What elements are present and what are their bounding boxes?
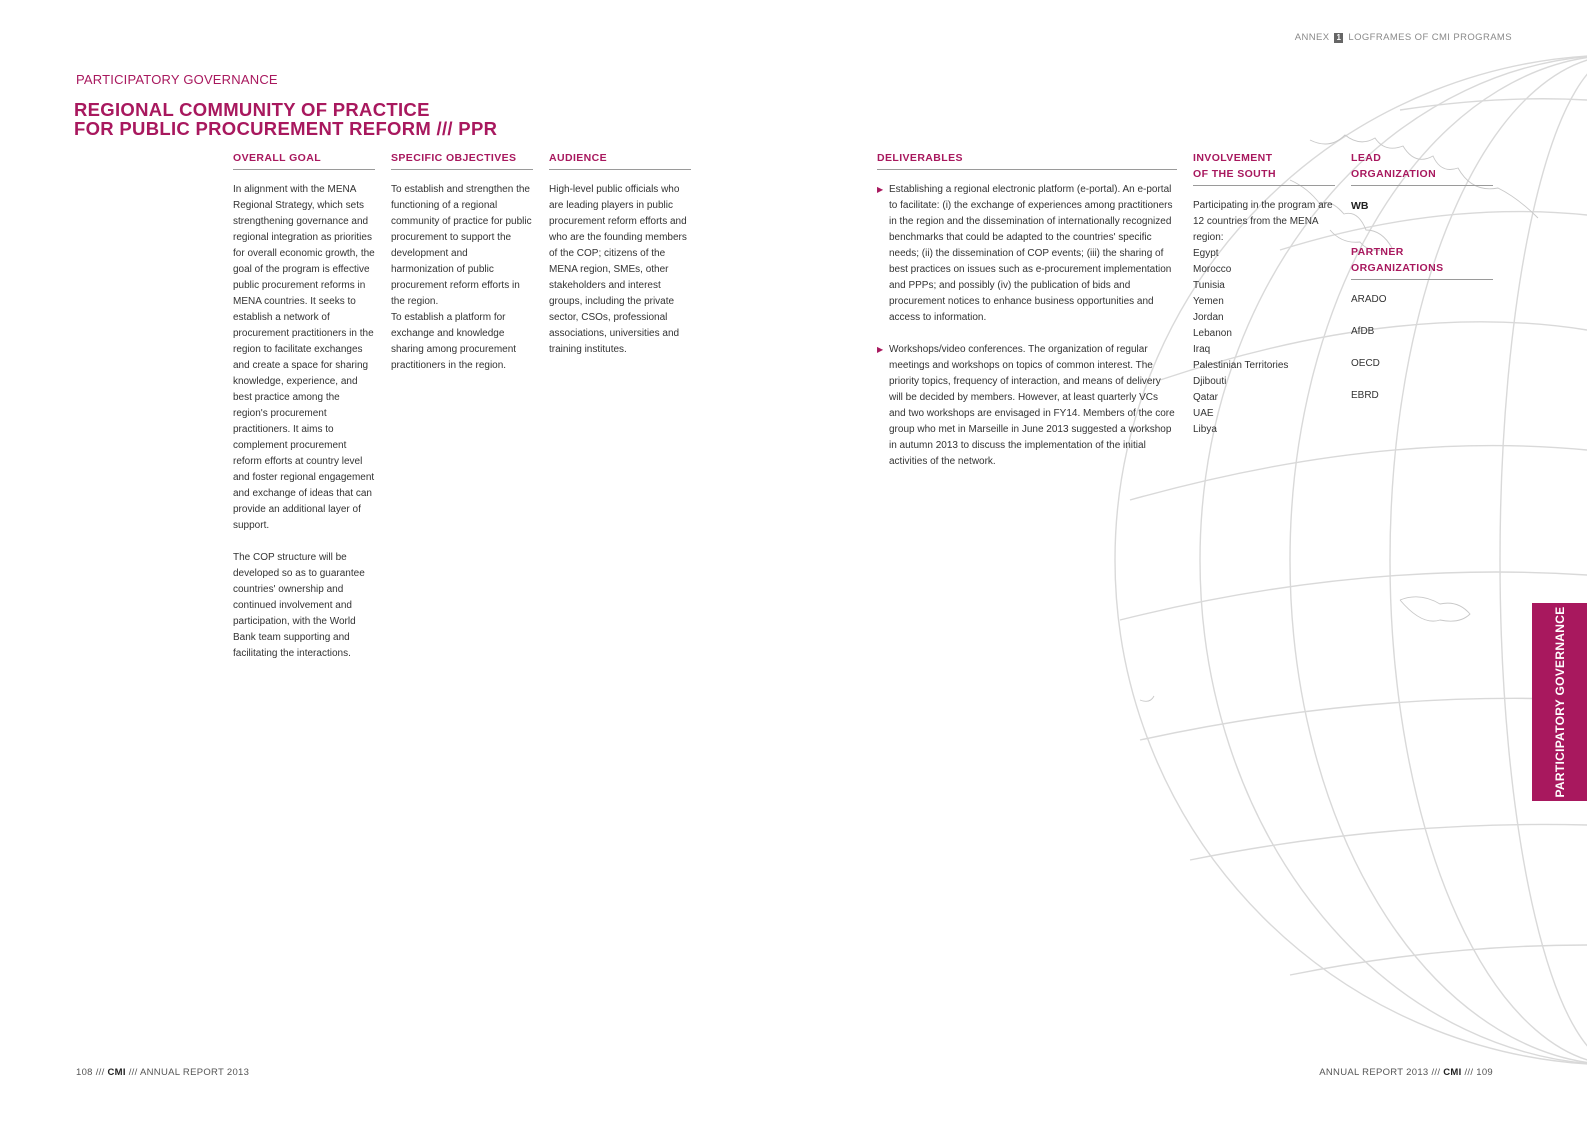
deliverable-text: Workshops/video conferences. The organization of regular meetings and workshops on topics of common interest. The priority topics, frequency of interaction, and means of delivery will be decided by members. However, at least quarterly VCs and two workshops are envisaged in FY14. Members of the core group who met in Marseille in June 2013 suggested a workshop in autumn 2013 to discuss the implementation of the initial activities of the network. bbox=[889, 344, 1175, 467]
title-line-1: REGIONAL COMMUNITY OF PRACTICE bbox=[74, 99, 430, 120]
partner-organizations-list bbox=[1351, 292, 1493, 404]
involvement-body bbox=[1193, 198, 1335, 438]
objective-item: To establish and strengthen the functioning of a regional community of practice for public procurement to support the development and harmonization of public procurement reform efforts in the region. bbox=[391, 184, 532, 307]
country-item: UAE bbox=[1193, 408, 1214, 419]
overall-goal-body bbox=[233, 182, 375, 662]
country-item: Iraq bbox=[1193, 344, 1211, 355]
annex-header bbox=[1290, 32, 1512, 43]
country-item: Morocco bbox=[1193, 264, 1232, 275]
partner-item: OECD bbox=[1351, 358, 1380, 369]
deliverable-text: Establishing a regional electronic platform (e-portal). An e-portal to facilitate: (i) the exchange of experiences among practitioners in the region and the dissemination of internationally recognized benchmarks that could be adapted to the countries' specific needs; (ii) the dissemination of COP events; (iii) the sharing of best practices on issues such as e-procurement implementation and PPPs; and possibly (iv) the publication of bids and procurement notices to enhance business opportunities and access to information. bbox=[889, 184, 1173, 323]
audience-text: High-level public officials who are leading players in public procurement reform efforts and who are the founding members of the COP; citizens of the MENA region, SMEs, other stakeholders and interest groups, including the private sector, CSOs, professional associations, universities and training institutes. bbox=[549, 184, 687, 355]
country-item: Lebanon bbox=[1193, 328, 1232, 339]
side-section-tab bbox=[1532, 603, 1587, 801]
footer-left-text: ANNUAL REPORT 2013 bbox=[139, 1067, 250, 1078]
footer-right-page-number: 109 bbox=[1476, 1067, 1493, 1078]
specific-objectives-column bbox=[391, 150, 533, 374]
annex-title: LOGFRAMES OF CMI PROGRAMS bbox=[1348, 32, 1512, 43]
country-item: Qatar bbox=[1193, 392, 1219, 403]
specific-objectives-body bbox=[391, 182, 533, 374]
footer-left: 108 /// CMI /// ANNUAL REPORT 2013 bbox=[76, 1067, 250, 1078]
country-item: Djibouti bbox=[1193, 376, 1227, 387]
audience-body bbox=[549, 182, 691, 358]
overall-goal-column bbox=[233, 150, 375, 678]
involvement-column bbox=[1193, 150, 1335, 438]
partner-organizations-heading bbox=[1351, 244, 1493, 280]
lead-organization-value: WB bbox=[1351, 200, 1369, 212]
triangle-bullet-icon: ▶ bbox=[877, 185, 884, 194]
side-tab-label: PARTICIPATORY GOVERNANCE bbox=[1552, 606, 1567, 798]
lead-heading-line-2: ORGANIZATION bbox=[1351, 168, 1437, 180]
partner-heading-line-1: PARTNER bbox=[1351, 246, 1404, 258]
footer-right-text: ANNUAL REPORT 2013 bbox=[1319, 1067, 1429, 1078]
deliverable-item bbox=[877, 182, 1177, 326]
lead-organization-body bbox=[1351, 198, 1493, 214]
footer-left-page-number: 108 bbox=[76, 1067, 93, 1078]
annex-prefix: ANNEX bbox=[1294, 32, 1330, 43]
footer-right: ANNUAL REPORT 2013 /// CMI /// 109 bbox=[1319, 1067, 1493, 1078]
partner-item: AfDB bbox=[1351, 326, 1375, 337]
involvement-heading-line-2: OF THE SOUTH bbox=[1193, 168, 1276, 180]
page-title bbox=[74, 100, 497, 138]
section-label: PARTICIPATORY GOVERNANCE bbox=[76, 72, 278, 87]
deliverables-heading: DELIVERABLES bbox=[877, 150, 1177, 170]
deliverables-column bbox=[877, 150, 1177, 486]
title-line-2: FOR PUBLIC PROCUREMENT REFORM /// PPR bbox=[74, 118, 498, 139]
country-item: Palestinian Territories bbox=[1193, 360, 1289, 371]
audience-heading: AUDIENCE bbox=[549, 150, 691, 170]
partner-item: EBRD bbox=[1351, 390, 1379, 401]
overall-goal-paragraph: In alignment with the MENA Regional Strategy, which sets strengthening governance and regional integration as priorities for overall economic growth, the goal of the program is effective public procurement reforms in MENA countries. It seeks to establish a network of procurement practitioners in the region to facilitate exchanges and create a space for sharing knowledge, experience, and best practice among the region's procurement practitioners. It aims to complement procurement reform efforts at country level and foster regional engagement and exchange of ideas that can provide an additional layer of support. bbox=[233, 184, 375, 531]
footer-right-brand: CMI bbox=[1443, 1067, 1462, 1078]
involvement-heading bbox=[1193, 150, 1335, 186]
country-item: Jordan bbox=[1193, 312, 1224, 323]
partner-heading-line-2: ORGANIZATIONS bbox=[1351, 262, 1444, 274]
objective-item: To establish a platform for exchange and knowledge sharing among procurement practitioners in the region. bbox=[391, 312, 517, 371]
specific-objectives-heading: SPECIFIC OBJECTIVES bbox=[391, 150, 533, 170]
deliverables-body bbox=[877, 182, 1177, 470]
country-item: Tunisia bbox=[1193, 280, 1225, 291]
triangle-bullet-icon: ▶ bbox=[877, 345, 884, 354]
overall-goal-heading: OVERALL GOAL bbox=[233, 150, 375, 170]
country-item: Egypt bbox=[1193, 248, 1219, 259]
country-item: Libya bbox=[1193, 424, 1217, 435]
lead-organization-heading bbox=[1351, 150, 1493, 186]
overall-goal-paragraph: The COP structure will be developed so as to guarantee countries' ownership and continued involvement and participation, with the World Bank team supporting and facilitating the interactions. bbox=[233, 552, 365, 659]
deliverable-item bbox=[877, 342, 1177, 470]
annex-number: 1 bbox=[1336, 33, 1342, 42]
involvement-intro: Participating in the program are 12 countries from the MENA region: bbox=[1193, 200, 1333, 243]
footer-left-brand: CMI bbox=[107, 1067, 126, 1078]
country-item: Yemen bbox=[1193, 296, 1224, 307]
lead-organization-column bbox=[1351, 150, 1493, 420]
partner-item: ARADO bbox=[1351, 294, 1387, 305]
lead-heading-line-1: LEAD bbox=[1351, 152, 1382, 164]
audience-column bbox=[549, 150, 691, 358]
involvement-heading-line-1: INVOLVEMENT bbox=[1193, 152, 1273, 164]
